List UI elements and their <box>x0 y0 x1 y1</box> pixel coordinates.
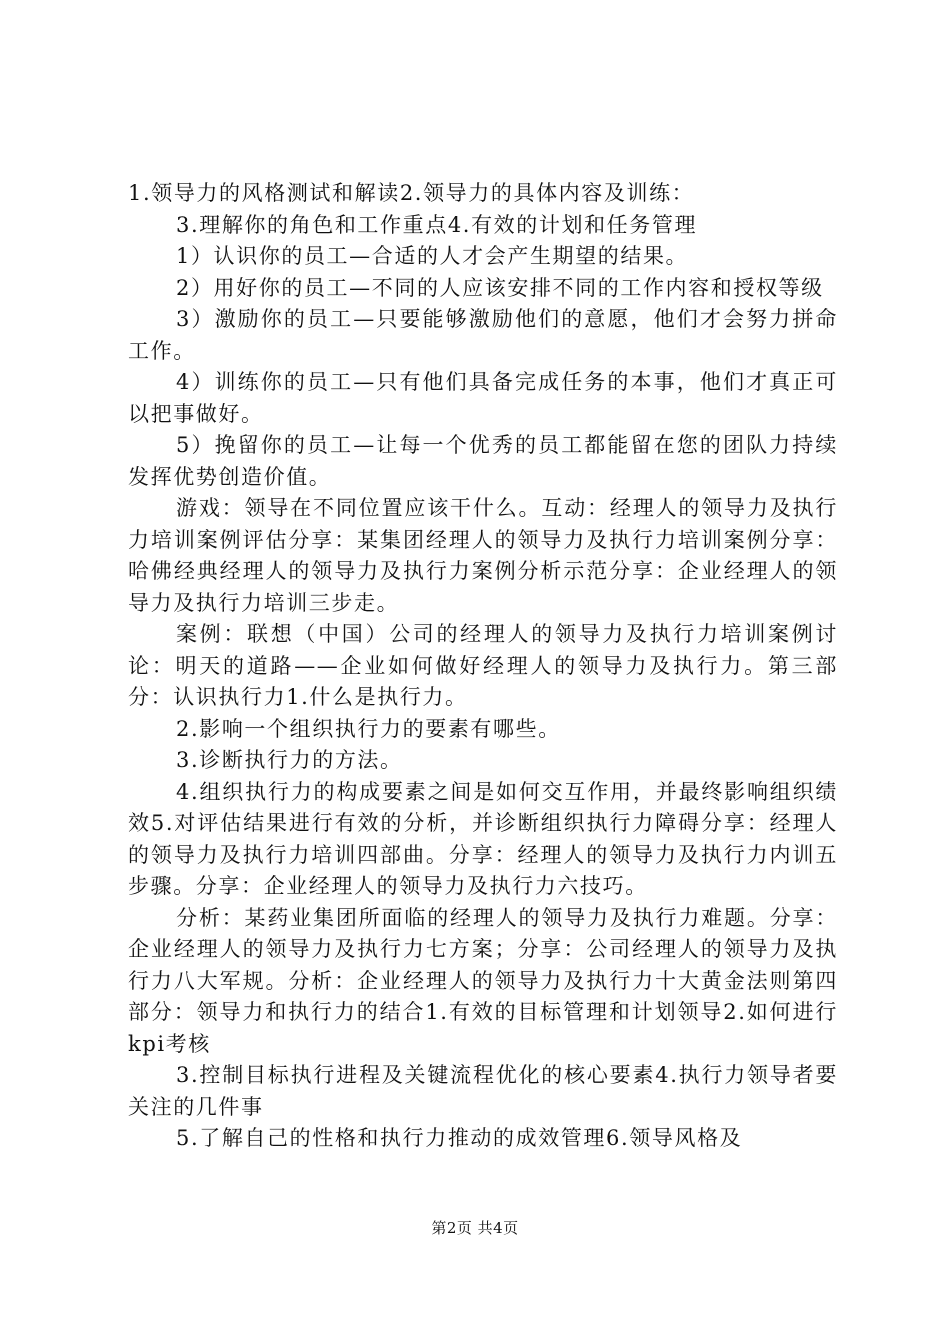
paragraph-4: 2）用好你的员工—不同的人应该安排不同的工作内容和授权等级 <box>176 275 824 300</box>
paragraph-3: 1）认识你的员工—合适的人才会产生期望的结果。 <box>176 244 689 268</box>
paragraph-14: 3.控制目标执行进程及关键流程优化的核心要素4.执行力领导者要关注的几件事 <box>128 1063 838 1119</box>
page-number-footer: 第2页 共4页 <box>431 1219 519 1237</box>
document-body <box>128 178 838 1155</box>
paragraph-5: 3）激励你的员工—只要能够激励他们的意愿，他们才会努力拼命工作。 <box>128 307 838 363</box>
paragraph-15: 5.了解自己的性格和执行力推动的成效管理6.领导风格及 <box>176 1126 743 1150</box>
paragraph-9: 案例：联想（中国）公司的经理人的领导力及执行力培训案例讨论：明天的道路——企业如何做好经理人的领导力及执行力。第三部分：认识执行力1.什么是执行力。 <box>128 622 838 709</box>
paragraph-2: 3.理解你的角色和工作重点4.有效的计划和任务管理 <box>176 212 698 237</box>
paragraph-12: 4.组织执行力的构成要素之间是如何交互作用，并最终影响组织绩效5.对评估结果进行有效的分析，并诊断组织执行力障碍分享：经理人的领导力及执行力培训四部曲。分享：经理人的领导力及执行力内训五步骤。分享：企业经理人的领导力及执行力六技巧。 <box>128 779 838 898</box>
paragraph-8: 游戏：领导在不同位置应该干什么。互动：经理人的领导力及执行力培训案例评估分享：某集团经理人的领导力及执行力培训案例分享：哈佛经典经理人的领导力及执行力案例分析示范分享：企业经理人的领导力及执行力培训三步走。 <box>128 496 838 615</box>
paragraph-10: 2.影响一个组织执行力的要素有哪些。 <box>176 716 561 741</box>
paragraph-1: 1.领导力的风格测试和解读2.领导力的具体内容及训练： <box>128 181 695 205</box>
paragraph-13: 分析：某药业集团所面临的经理人的领导力及执行力难题。分享：企业经理人的领导力及执行力七方案；分享：公司经理人的领导力及执行力八大军规。分析：企业经理人的领导力及执行力十大黄金法则第四部分：领导力和执行力的结合1.有效的目标管理和计划领导2.如何进行kpi考核 <box>128 905 838 1056</box>
paragraph-6: 4）训练你的员工—只有他们具备完成任务的本事，他们才真正可以把事做好。 <box>128 370 838 426</box>
paragraph-11: 3.诊断执行力的方法。 <box>176 748 403 772</box>
paragraph-7: 5）挽留你的员工—让每一个优秀的员工都能留在您的团队力持续发挥优势创造价值。 <box>128 433 838 489</box>
